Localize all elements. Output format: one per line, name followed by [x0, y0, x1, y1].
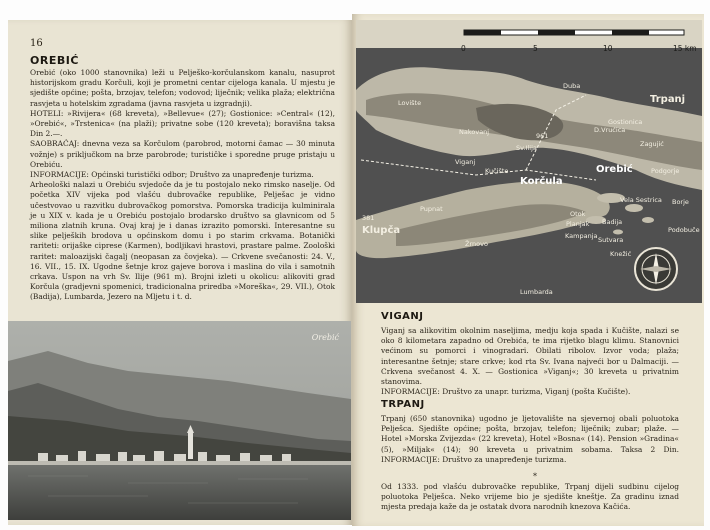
map-label-vela-sestrica: Vela Sestrica — [620, 196, 662, 204]
photo-caption: Orebić — [311, 333, 339, 342]
map-label-duba: Duba — [563, 82, 581, 90]
map-label-sv-ilija: Sv.Ilija — [516, 144, 537, 152]
orebic-paragraph: Orebić (oko 1000 stanovnika) leži u Pelješko-korčulanskom kanalu, nasuprot historijskom gradu Korčuli, koji je prometni centar cijeloga kanala. U mjestu je sjedište općine; pošta, brzojav, telefon; vodovod; liječnik; velika plaža; električna rasvjeta u hotelskim zgradama (javna rasvjeta u izgradnji). — [30, 68, 335, 108]
map-label-borje: Borje — [672, 198, 689, 206]
map-label-knezic: Knežić — [610, 250, 632, 258]
map-label-zagujic: Zagujić — [640, 140, 664, 148]
map-label-pupnat: Pupnat — [420, 205, 443, 213]
map-label-badija: Badija — [602, 218, 623, 226]
map-label-planjak: Planjak — [566, 220, 590, 228]
section-title-orebic: OREBIĆ — [30, 54, 79, 67]
trpanj-history-paragraph: Od 1333. pod vlašću dubrovačke republike, Trpanj dijeli sudbinu cijelog poluotoka Pelješca. Neko vrijeme bio je sjedište kneštje. Za gradinu iznad mjesta predaja kaže da je ostatak dvora narodnih knezova Kačića. — [381, 482, 679, 512]
map-elevation-label: 381 — [362, 214, 375, 222]
orebic-paragraph: HOTELI: »Rivijera« (68 kreveta), »Bellevue« (27); Gostionice: »Central« (12), »Orebić«, »Trstenica« (na plaži); privatne sobe (120 kreveta); boravišna taksa Din 2.—. — [30, 108, 335, 139]
scale-label: 5 — [533, 44, 538, 53]
map-label-kuciste: Kučište — [485, 167, 509, 175]
map-label-d-vrucica: D.Vrućica — [594, 126, 626, 134]
trpanj-paragraph: Trpanj (650 stanovnika) ugodno je ljetovalište na sjevernoj obali poluotoka Pelješca. Sjedište općine; pošta, brzojav, telefon; liječnik; zubar; plaže. — Hotel »Morska Zvijezda« (22 kreveta), Hotel »Bosna« (14). Pension »Gradina« (5), »Miljak« (14); 90 kreveta u privatnim sobama. Taksa 2 Din. INFORMACIJE: Društvo za unapređenje turizma. — [381, 414, 679, 464]
page-number: 16 — [30, 38, 43, 49]
compass-needle — [636, 249, 676, 289]
compass-rose-icon — [634, 247, 678, 291]
orebic-paragraph: SAOBRAĆAJ: dnevna veza sa Korčulom (parobrod, motorni čamac — 30 minuta vožnje) s priključkom na brze parobrode; turističke i sporedne pruge pristaju u Orebiću. — [30, 139, 335, 169]
map-label-podgorje: Podgorje — [651, 167, 680, 175]
map-label-zrnovo: Žrnovo — [465, 240, 488, 248]
map-elevation-label: 961 — [536, 132, 549, 140]
orebic-body — [30, 68, 335, 303]
orebic-paragraph: Arheološki nalazi u Orebiću svjedoče da je tu postojalo neko rimsko naselje. Od početka XIV vijeka pod vlašću dubrovačke republike, Pelješac je vidno učestvovao u razvitku dubrovačkog pomorstva. Pomorska tradicija kulminirala je u XIX v. kada je u Orebiću postojalo brodarsko društvo sa glavnicom od 5 miliona zlatnih kruna. Ovaj kraj je i danas izrazito pomorski. Interesantne su slike peljeških brodova u općinskom domu i po starim crkvama. Botanički rariteti: orijaške ciprese (Karmen), bodljikavi hrastovi, prastare palme. Zoološki raritet: maloazijski čagalj (neopasan za čovjeka). — Crkvene svečanosti: 24. V., 16. VII., 15. IX. Ugodne šetnje kroz gajeve borova i maslina do vila i samotnih crkava. Uspon na vrh Sv. Ilije (961 m). Brojni izleti u okolicu: alikoviti grad Korčula (gradjevni spomenici, tradicionalna priredba »Moreška«, 29. VII.), Otok (Badija), Lumbarda, Jezero na Mljetu i t. d. — [30, 180, 335, 302]
orebic-photo-image — [8, 321, 351, 520]
map-label-sutvara: Sutvara — [598, 236, 624, 244]
map-label-lumbarda: Lumbarda — [520, 288, 553, 296]
section-title-trpanj: TRPANJ — [381, 399, 425, 410]
viganj-info: INFORMACIJE: Društvo za unapr. turizma, Viganj (pošta Kučište). — [381, 387, 631, 397]
map-label-orebic: Orebić — [596, 164, 633, 175]
orebic-paragraph: INFORMACIJE: Općinski turistički odbor; Društvo za unapređenje turizma. — [30, 170, 314, 180]
scale-label: 10 — [603, 44, 613, 53]
scale-label: 0 — [461, 44, 466, 53]
scale-label: 15 km — [673, 44, 697, 53]
map-label-korcula: Korčula — [520, 176, 563, 187]
map-label-podobuce: Podobuče — [668, 226, 700, 234]
viganj-body — [381, 326, 679, 397]
section-title-viganj: VIGANJ — [381, 311, 424, 322]
map-label-gostionica: Gostionica — [608, 118, 643, 126]
map-label-kampanja: Kampanja — [565, 232, 598, 240]
map-label-otok: Otok — [570, 210, 586, 218]
map-label-nakovanj: Nakovanj — [459, 128, 490, 136]
section-divider: * — [533, 472, 537, 481]
trpanj-body — [381, 414, 679, 465]
viganj-paragraph: Viganj sa alikovitim okolnim naseljima, medju koja spada i Kučište, nalazi se oko 8 kilometara zapadno od Orebića, te ima rijetko blagu klimu. Stanovnici većinom su pomorci i vinogradari. Obilati ribolov. Izvor voda; plaža; interesantne šetnje; stare crkve; kod rta Sv. Ivana najveći bor u Dalmaciji. — Crkvena svečanost 4. X. — Gostionica »Viganj«; 30 kreveta u privatnim stanovima. — [381, 326, 679, 387]
map-label-trpanj: Trpanj — [650, 94, 686, 105]
map-label-klupca: Klupča — [362, 225, 401, 236]
map-label-loviste: Lovište — [398, 99, 422, 107]
map-label-viganj: Viganj — [455, 158, 476, 166]
trpanj-history — [381, 482, 679, 513]
orebic-photo — [8, 321, 351, 520]
